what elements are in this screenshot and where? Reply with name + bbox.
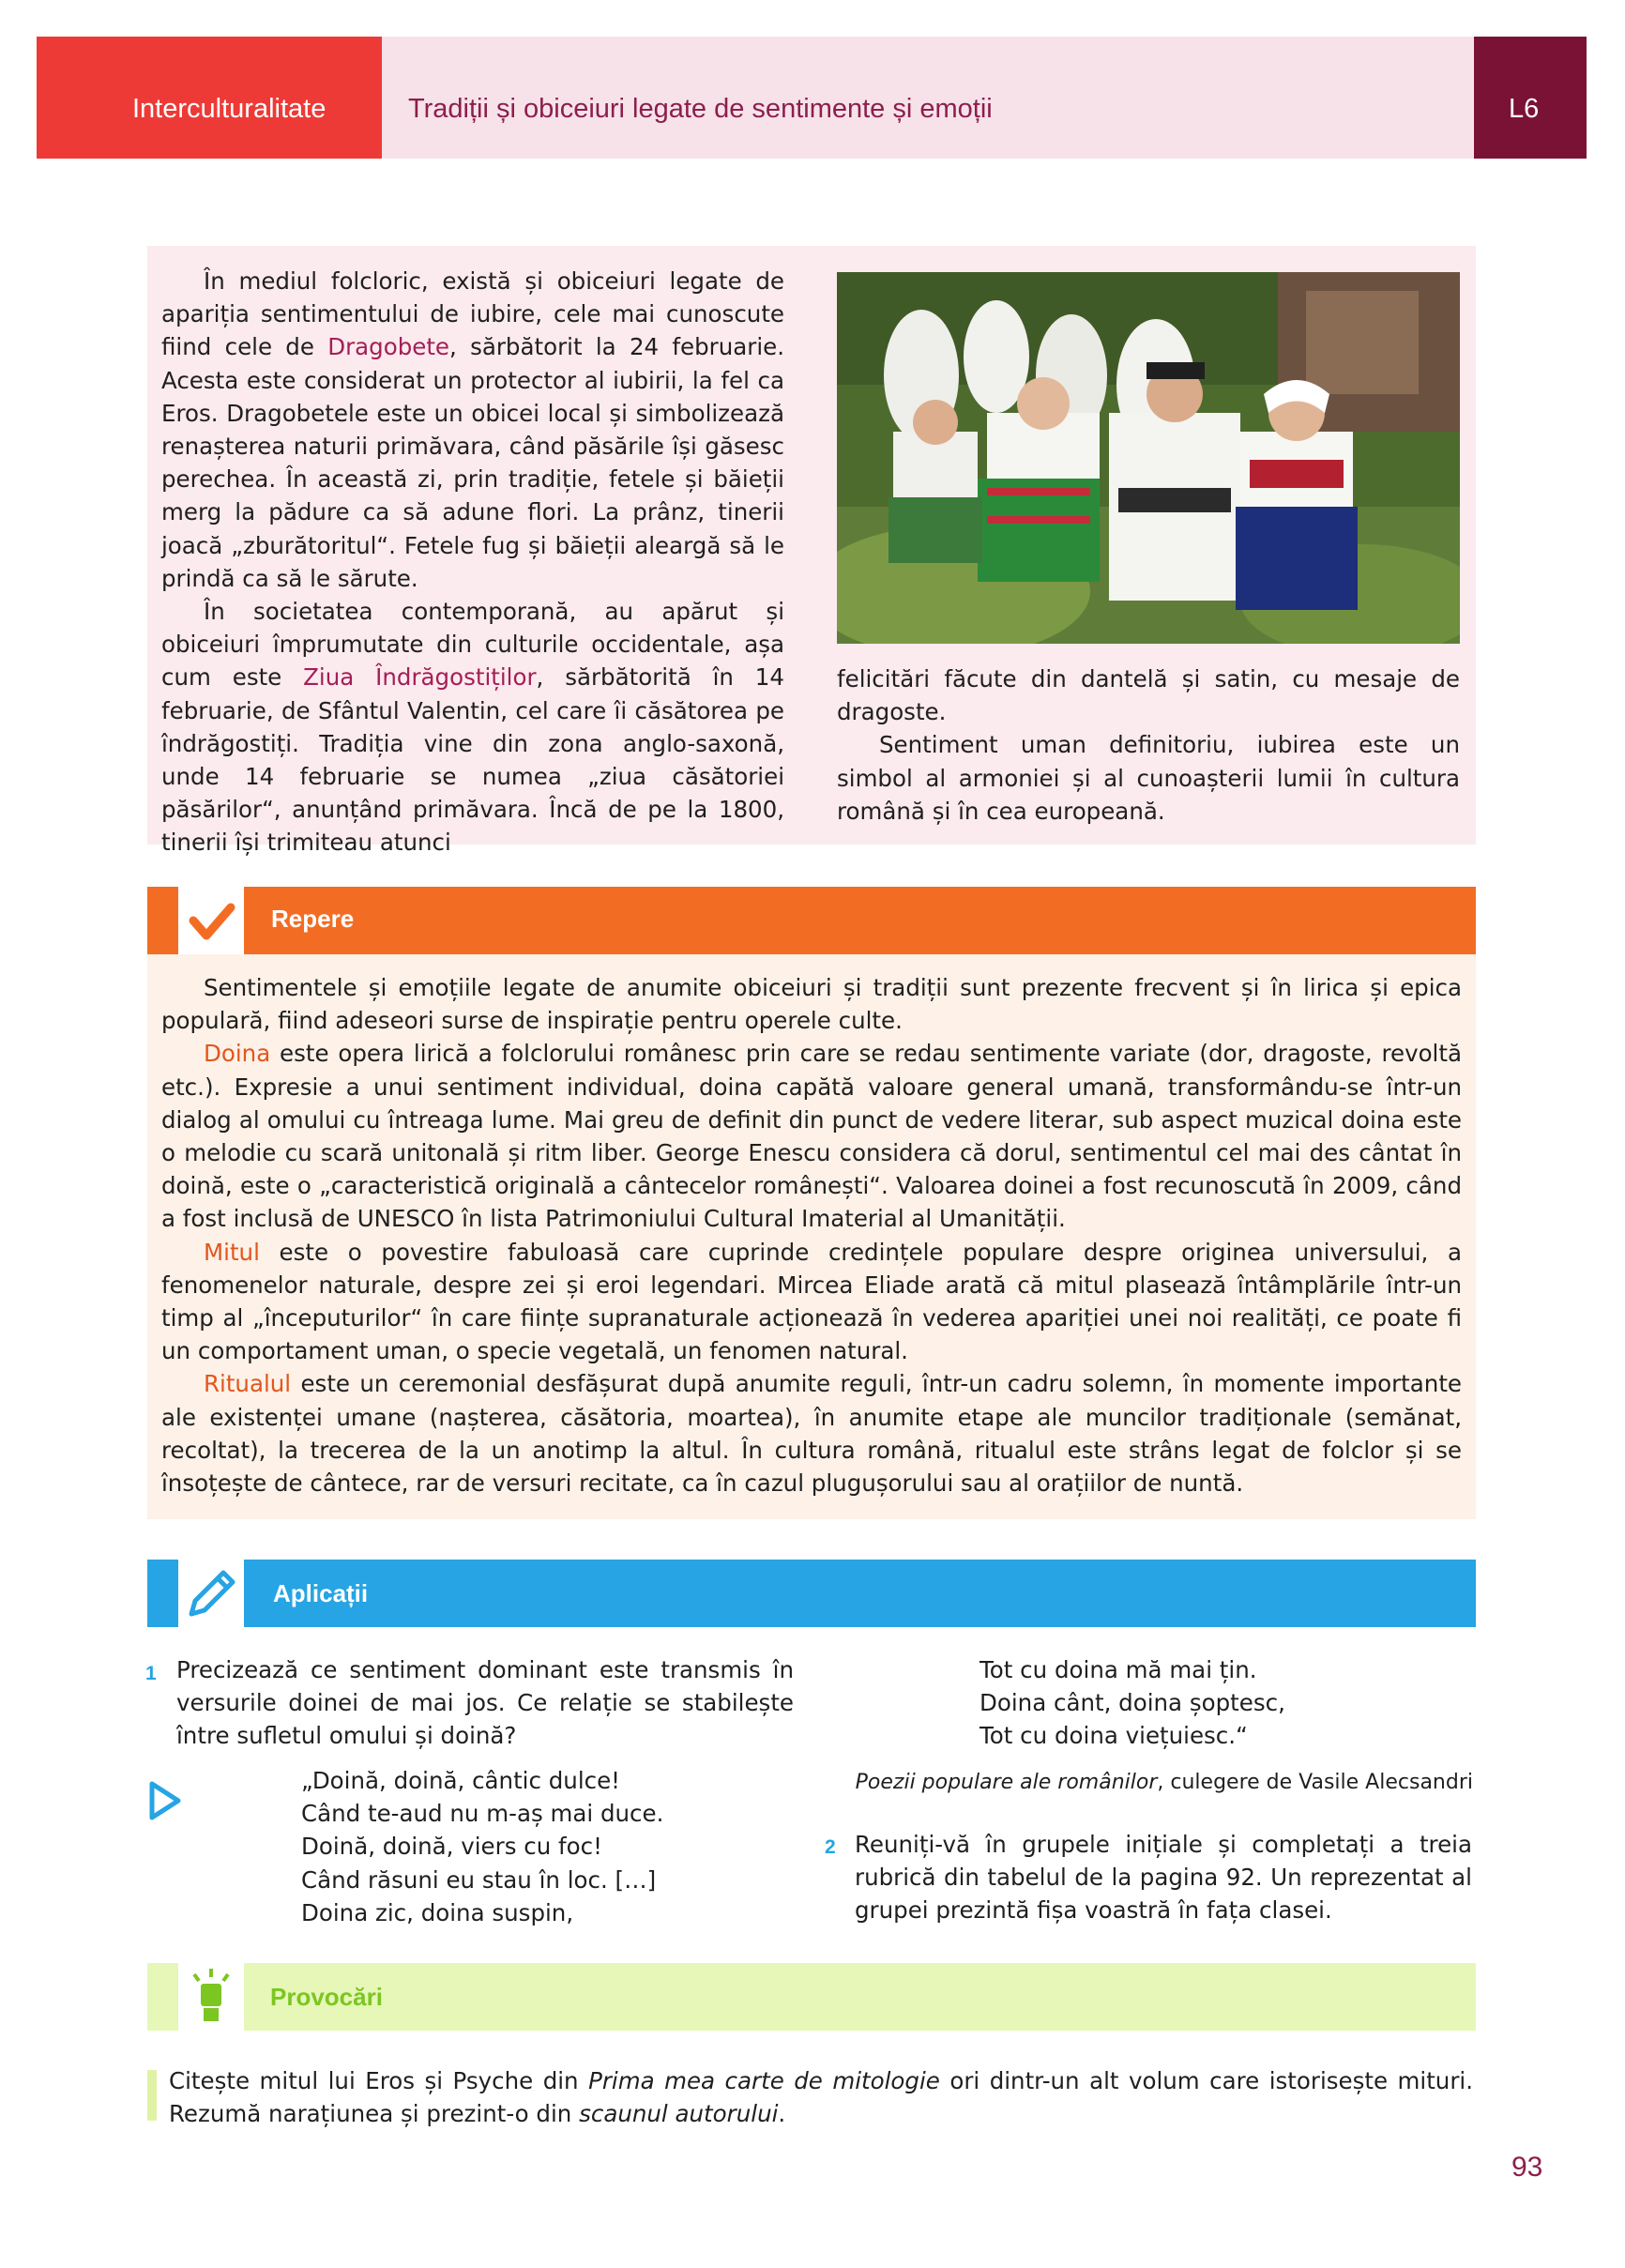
header-lesson-number: L6 bbox=[1509, 94, 1540, 124]
lightbulb-icon bbox=[178, 1963, 244, 2031]
term-doina: Doina bbox=[204, 1040, 271, 1068]
pencil-icon bbox=[178, 1560, 244, 1627]
repere-paragraph-mitul: Mitul este o povestire fabuloasă care cuprinde credințele populare despre originea universului, a fenomenelor naturale, despre zei și eroi legendari. Mircea Eliade arată că mitul plasează întâmplările într-un timp al „începuturilor“ în care ființe supranaturale acționează în vederea apariției unei noi realități, ce poate fi un comportament uman, o specie vegetală, un fenomen natural. bbox=[161, 1238, 1462, 1365]
provocari-text: Citește mitul lui Eros și Psyche din Prima mea carte de mitologie ori dintr-un alt volum care istorisește mituri. Rezumă narațiunea și prezint-o din scaunul autorului. bbox=[169, 2067, 1474, 2128]
repere-body bbox=[161, 971, 1462, 1499]
poem-source-citation: Poezii populare ale românilor, culegere de Vasile Alecsandri bbox=[855, 1771, 1473, 1794]
intro-column-left bbox=[161, 265, 784, 860]
intro-paragraph-2-continued: felicitări făcute din dantelă și satin, cu mesaje de dragoste. bbox=[837, 665, 1460, 726]
term-ziua-indragostitilor: Ziua Îndrăgostiților bbox=[303, 663, 537, 692]
intro-paragraph-2: În societatea contemporană, au apărut și obiceiuri împrumutate din culturile occidentale, așa cum este Ziua Îndrăgostiților, sărbătorită în 14 februarie, de Sfântul Valentin, cel care îi căsătorea pe îndrăgostiți. Tradiția vine din zona anglo-saxonă, unde 14 februarie se numea „ziua căsătoriei păsărilor“, anunțând primăvara. Încă de pe la 1800, tinerii își trimiteau atunci bbox=[161, 598, 784, 857]
poem-line: Doina cânt, doina șoptesc, bbox=[980, 1689, 1285, 1717]
intro-paragraph-1: În mediul folcloric, există și obiceiuri legate de apariția sentimentului de iubire, cele mai cunoscute fiind cele de Dragobete, sărbătorit la 24 februarie. Acesta este considerat un protector al iubirii, la fel ca Eros. Dragobetele este un obicei local și simbolizează renașterea naturii primăvara, când păsările își găsesc perechea. În această zi, prin tradiție, fetele și băieții merg la pădure ca să adune flori. La prânz, tinerii joacă „zburătoritul“. Fetele fug și băieții aleargă să le prindă ca să le sărute. bbox=[161, 267, 784, 592]
poem-line: Tot cu doina viețuiesc.“ bbox=[980, 1722, 1248, 1750]
poem-line: „Doină, doină, cântic dulce! bbox=[301, 1767, 620, 1794]
header-lesson-title: Tradiții și obiceiuri legate de sentimente și emoții bbox=[408, 94, 993, 124]
poem-stanza-right bbox=[980, 1653, 1285, 1753]
intro-paragraph-3: Sentiment uman definitoriu, iubirea este un simbol al armoniei și al cunoașterii lumii în cultura română și în cea europeană. bbox=[837, 731, 1460, 825]
aplicatii-title: Aplicații bbox=[273, 1579, 369, 1607]
term-dragobete: Dragobete bbox=[327, 333, 450, 361]
poem-line: Când răsuni eu stau în loc. […] bbox=[301, 1865, 657, 1894]
repere-paragraph-1: Sentimentele și emoțiile legate de anumite obiceiuri și tradiții sunt prezente frecvent și în lirica și epica populară, fiind adeseori surse de inspirație pentru operele culte. bbox=[161, 974, 1462, 1035]
poem-line: Doina zic, doina suspin, bbox=[301, 1898, 574, 1926]
provocari-margin-mark bbox=[147, 2070, 157, 2121]
poem-line: Doină, doină, viers cu foc! bbox=[301, 1833, 602, 1861]
poem-line: Tot cu doina mă mai țin. bbox=[980, 1656, 1257, 1683]
page-number: 93 bbox=[1511, 2152, 1543, 2183]
header-section-label: Interculturalitate bbox=[132, 94, 327, 124]
checkmark-icon bbox=[178, 887, 244, 954]
exercise-1-text: Precizează ce sentiment dominant este transmis în versurile doinei de mai jos. Ce relație se stabilește între sufletul omului și doină? bbox=[176, 1656, 794, 1750]
term-ritualul: Ritualul bbox=[204, 1370, 292, 1398]
exercise-1-number: 1 bbox=[145, 1663, 157, 1684]
repere-paragraph-doina: Doina este opera lirică a folclorului românesc prin care se redau sentimente variate (dor, dragoste, revoltă etc.). Expresie a unui sentiment individual, doina capătă valoare general umană, transformându-se într-un dialog al omului cu întreaga lume. Mai greu de definit din punct de vedere literar, sub aspect muzical doina este o melodie cu scară unitonală și ritm liber. George Enescu considera că dorul, sentimentul cel mai des cântat în doină, este o „caracteristică originală a cântecelor românești“. Valoarea doinei a fost recunoscută în 2009, când a fost inclusă de UNESCO în lista Patrimoniului Cultural Imaterial al Umanității. bbox=[161, 1040, 1462, 1233]
term-mitul: Mitul bbox=[204, 1238, 260, 1266]
exercise-2-text: Reuniți-vă în grupele inițiale și completați a treia rubrică din tabelul de la pagina 92. Un reprezentat al grupei prezintă fișa voastră în fața clasei. bbox=[855, 1831, 1472, 1925]
repere-title: Repere bbox=[271, 905, 355, 933]
exercise-2-number: 2 bbox=[825, 1836, 836, 1858]
poem-line: Când te-aud nu m-aș mai duce. bbox=[301, 1800, 664, 1828]
repere-paragraph-ritualul: Ritualul este un ceremonial desfășurat după anumite reguli, într-un cadru solemn, în momente importante ale existenței umane (nașterea, căsătoria, moartea), în anumite etape ale muncilor tradiționale (semănat, recoltat), la trecerea de la un anotimp la altul. În cultura română, ritualul este strâns legat de folclor și se însoțește de cântece, rar de versuri recitate, ca în cazul plugușorului sau al orațiilor de nuntă. bbox=[161, 1370, 1462, 1498]
folk-dancers-photo bbox=[837, 272, 1460, 644]
poem-stanza-left bbox=[301, 1764, 663, 1929]
provocari-title: Provocări bbox=[270, 1983, 383, 2011]
play-triangle-icon bbox=[146, 1779, 184, 1822]
intro-column-right bbox=[837, 662, 1460, 828]
